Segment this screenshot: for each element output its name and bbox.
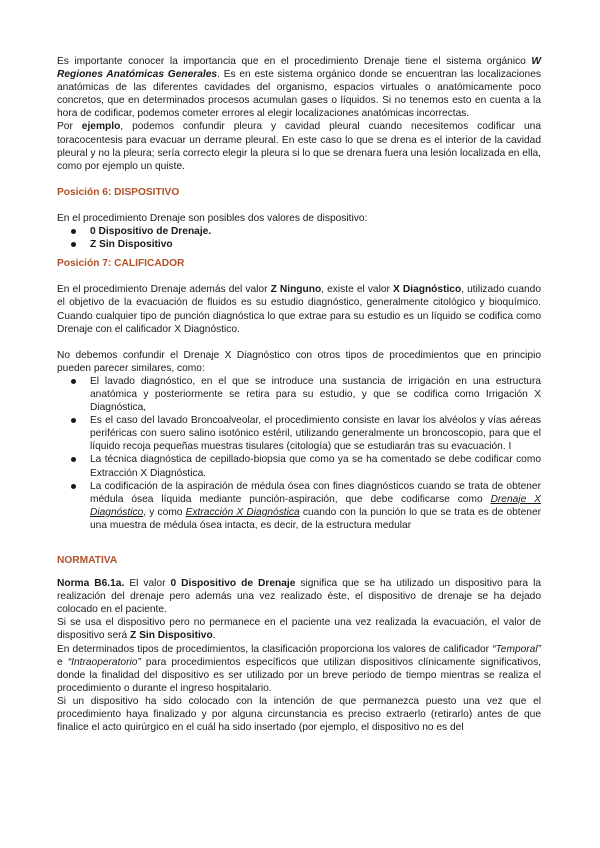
text: . [212, 630, 216, 642]
example-paragraph [57, 120, 541, 172]
rule-paragraph-2 [57, 616, 541, 642]
text: Si se usa el dispositivo pero no permanece en el paciente una vez realizada la evacuación, el valor de dispositivo será [57, 617, 541, 642]
rule-b61a [57, 577, 541, 616]
rule-label: Norma B6.1a. [57, 578, 125, 590]
section-heading-position-7: Posición 7: CALIFICADOR [57, 258, 185, 270]
text: cuando con la punción lo que se trata es de obtener una muestra de médula ósea intacta, es decir, de la estructura medular [90, 506, 542, 531]
emphasis: ejemplo [81, 121, 121, 133]
device-value: 0 Dispositivo de Drenaje. [90, 226, 212, 238]
list-item [90, 238, 541, 251]
text: significa que se ha utilizado un dispositivo para la realización del drenaje pero además una vez realizado éste, el dispositivo de drenaje se ha dejado colocado en el paciente. [57, 578, 542, 616]
italic-term: “Intraoperatorio” [67, 656, 141, 668]
list-item: El lavado diagnóstico, en el que se introduce una sustancia de irrigación en una estructura anatómica y posteriormente se retira para su estudio, y que se codifica como Irrigación X Diagnóstica, [90, 375, 541, 414]
emphasis: W Regiones Anatómicas Generales [57, 56, 541, 81]
device-value: Z Sin Dispositivo [90, 239, 173, 251]
emphasis: 0 Dispositivo de Drenaje [170, 578, 296, 590]
emphasis: X Diagnóstico [393, 284, 462, 296]
link-extraccion[interactable]: Extracción X Diagnóstica [185, 506, 300, 518]
list-item [90, 480, 541, 532]
text: para procedimientos específicos que utilizan dispositivos clínicamente significativos, donde la finalidad del dispositivo es ser utilizado por un breve periodo de tiempo mientras se realiza el procedimiento o durante el ingreso hospitalario. [57, 656, 541, 694]
text: , podemos confundir pleura y cavidad pleural cuando necesitemos codificar una toracocentesis para evacuar un derrame pleural. En este caso lo que se drena es el interior de la cavidad pleural y no la pleura; sería correcto elegir la pleura si lo que se drenara fuera una lesión localizada en ella, como por ejemplo un quiste. [57, 121, 541, 172]
text: En el procedimiento Drenaje además del valor [57, 284, 271, 296]
section-heading-position-6: Posición 6: DISPOSITIVO [57, 186, 180, 198]
text: , existe el valor [321, 284, 393, 296]
section-heading-normativa: NORMATIVA [57, 555, 118, 566]
similar-procedures-list [57, 375, 541, 532]
text: , utilizado cuando el objetivo de la evacuación de fluidos es su estudio diagnóstico, generalmente citológico y bioquímico. Cuando cualquier tipo de punción diagnóstica lo que extrae para su estudio es un líquido se codifica como Drenaje con el calificador X Diagnóstico. [57, 284, 541, 335]
document-page [57, 55, 541, 734]
emphasis: Z Ninguno [270, 284, 322, 296]
qualifier-paragraph [57, 283, 541, 335]
text: . Es en este sistema orgánico donde se encuentran las localizaciones anatómicas de las diferentes cavidades del organismo, espacios virtuales o anatómicamente poco concretos, que en determinados procesos acumulan gases o líquidos. Si no tenemos esto en cuenta a la hora de codificar, podemos cometer errores al elegir localizaciones anatómicas incorrectas. [57, 69, 541, 120]
emphasis: Z Sin Dispositivo [130, 630, 213, 642]
confusion-paragraph: No debemos confundir el Drenaje X Diagnóstico con otros tipos de procedimientos que en principio pueden parecer similares, como: [57, 349, 541, 374]
text: e [57, 656, 68, 668]
device-values-list [57, 225, 541, 251]
rule-paragraph-4: Si un dispositivo ha sido colocado con la intención de que permanezca puesto una vez que el procedimiento haya finalizado y por alguna circunstancia es preciso extraerlo (retirarlo) antes de que finalice el acto quirúrgico en el cuál ha sido insertado (por ejemplo, el dispositivo no es del [57, 695, 541, 734]
list-item: Es el caso del lavado Broncoalveolar, el procedimiento consiste en lavar los alvéolos y vías aéreas periféricas con suero salino isotónico estéril, utilizando generalmente un broncoscopio, para que el líquido recoja pequeñas muestras tisulares (citología) que se estudiarán tras su evacuación. I [90, 415, 541, 453]
list-item: La técnica diagnóstica de cepillado-biopsia que como ya se ha comentado se debe codificar como Extracción X Diagnóstica. [90, 454, 541, 479]
text: Es importante conocer la importancia que en el procedimiento Drenaje tiene el sistema orgánico [57, 56, 532, 67]
text: En determinados tipos de procedimientos, la clasificación proporciona los valores de calificador [57, 643, 493, 655]
italic-term: “Temporal” [492, 643, 541, 655]
intro-paragraph [57, 55, 541, 120]
text: El valor [124, 578, 171, 590]
link-drenaje[interactable]: Drenaje X Diagnóstico [90, 493, 541, 518]
text: , y como [143, 506, 186, 518]
text: Por [57, 121, 82, 133]
text: La codificación de la aspiración de médula ósea con fines diagnósticos cuando se trata de obtener médula ósea líquida mediante punción-aspiración, que debe codificarse como [90, 480, 541, 505]
position-6-text: En el procedimiento Drenaje son posibles dos valores de dispositivo: [57, 212, 368, 224]
rule-paragraph-3 [57, 643, 541, 695]
list-item [90, 225, 541, 238]
